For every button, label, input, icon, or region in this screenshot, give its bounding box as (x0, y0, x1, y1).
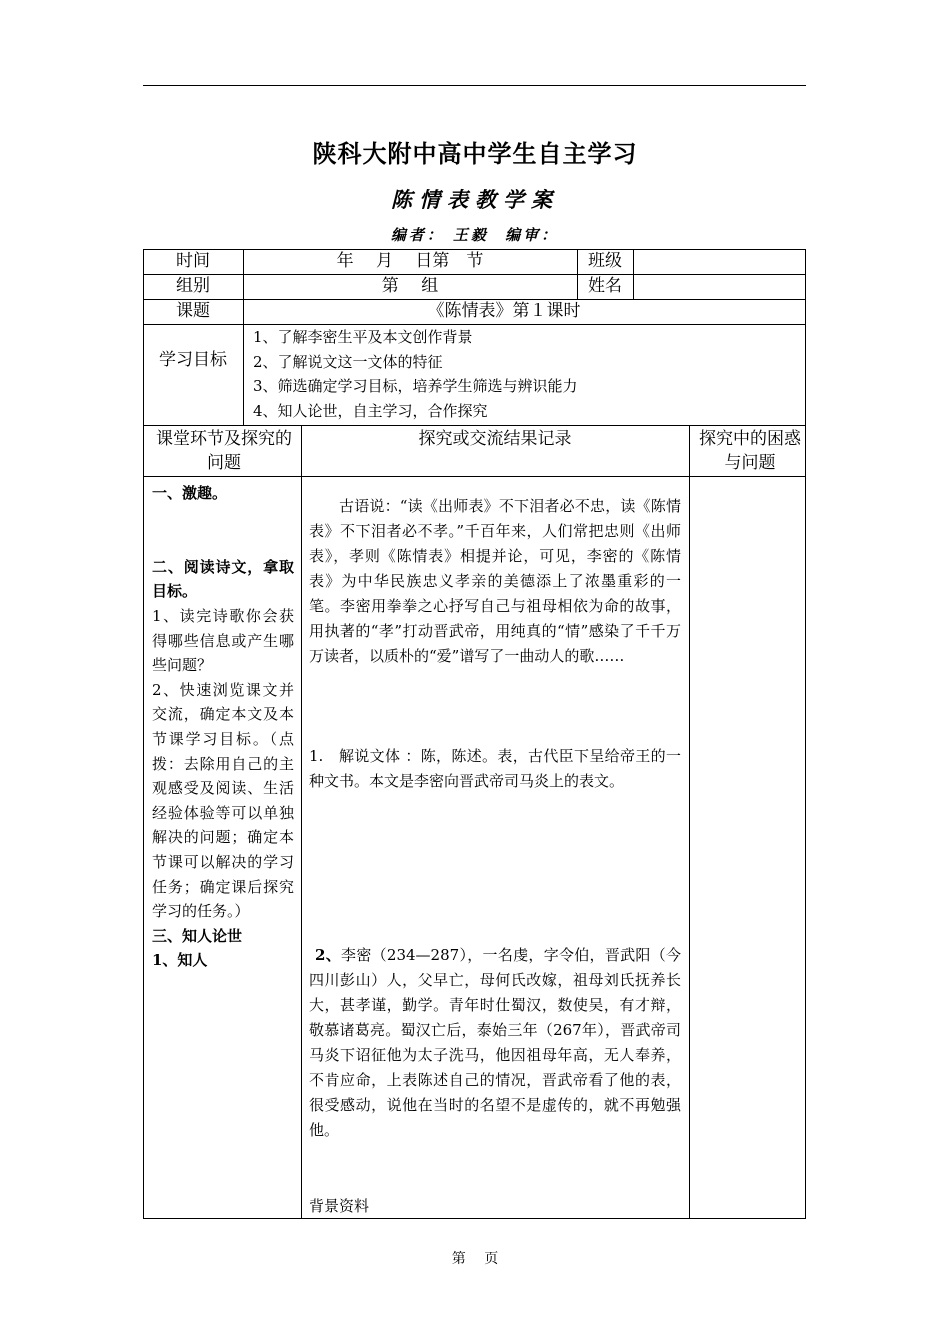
goal-item: 4、知人论世，自主学习，合作探究 (253, 401, 488, 420)
topic-value: 《陈情表》第１课时 (427, 301, 581, 321)
class-label: 班级 (588, 251, 622, 271)
time-label: 时间 (176, 251, 210, 271)
column-header-questions: 探究中的困惑与问题 (699, 429, 801, 473)
question-text: 1、读完诗歌你会获得哪些信息或产生哪些问题？ (152, 606, 294, 675)
background-heading: 背景资料 (309, 1197, 370, 1215)
topic-label: 课题 (176, 301, 210, 321)
author-name: 王毅 (452, 226, 489, 244)
question-text: 2、快速浏览课文并交流，确定本文及本节课学习目标。（点拨：去除用自己的主观感受及阅读、生活经验体验等可以单独解决的问题；确定本节课可以解决的学习任务；确定课后探究学习的任务。） (152, 680, 294, 921)
goals-list (253, 325, 803, 423)
column-header-steps: 课堂环节及探究的问题 (156, 429, 292, 473)
section-heading: 二、阅读诗文，拿取目标。 (152, 557, 294, 601)
time-field[interactable]: 年 月 日第 节 (336, 251, 484, 271)
page-title: 陕科大附中高中学生自主学习 (312, 140, 638, 168)
author-label: 编者： (390, 226, 445, 244)
reviewer-label: 编审： (505, 226, 560, 244)
section-heading: 三、知人论世 (152, 926, 243, 945)
byline (0, 224, 950, 245)
middle-column (309, 494, 681, 669)
header-rule (143, 85, 806, 86)
lesson-table (143, 249, 806, 1219)
name-label: 姓名 (588, 276, 622, 296)
intro-paragraph: 古语说：“读《出师表》不下泪者必不忠，读《陈情表》不下泪者必不孝。”千百年来，人们常把忠则《出师表》，孝则《陈情表》相提并论，可见，李密的《陈情表》为中华民族忠义孝亲的美德添上了浓墨重彩的一笔。李密用拳拳之心抒写自己与祖母相依为命的故事，用执著的“孝”打动晋武帝，用纯真的“情”感染了千千万万读者，以质朴的“爱”谱写了一曲动人的歌…… (309, 497, 681, 665)
lesson-title: 陈情表教学案 (391, 187, 559, 212)
goal-item: 2、了解说文这一文体的特征 (253, 352, 443, 371)
page-number: 第 页 (451, 1251, 499, 1267)
left-column (152, 481, 294, 973)
goal-item: 1、了解李密生平及本文创作背景 (253, 328, 473, 346)
group-label: 组别 (176, 276, 210, 296)
group-field[interactable]: 第 组 (381, 276, 439, 296)
section-heading: 1、知人 (152, 951, 208, 970)
column-header-results: 探究或交流结果记录 (418, 429, 572, 449)
author-bio: 李密（234—287），一名虔，字令伯，晋武阳（今四川彭山）人，父早亡，母何氏改嫁，祖母刘氏抚养长大，甚孝谨，勤学。青年时仕蜀汉，数使吴，有才辩，敬慕诸葛亮。蜀汉亡后，泰始三年（267年），晋武帝司马炎下诏征他为太子洗马，他因祖母年高，无人奉养，不肯应命，上表陈述自己的情况，晋武帝看了他的表，很受感动，说他在当时的名望不是虚传的，就不再勉强他。 (309, 946, 682, 1139)
paragraph-number: 2、 (315, 946, 342, 964)
section-heading: 一、激趣。 (152, 484, 228, 502)
goal-item: 3、筛选确定学习目标，培养学生筛选与辨识能力 (253, 377, 578, 395)
author-paragraph (309, 943, 681, 1143)
goals-label: 学习目标 (159, 350, 227, 370)
genre-paragraph: 1. 解说文体 ：陈，陈述。表，古代臣下呈给帝王的一种文书。本文是李密向晋武帝司马炎上的表文。 (309, 747, 681, 790)
